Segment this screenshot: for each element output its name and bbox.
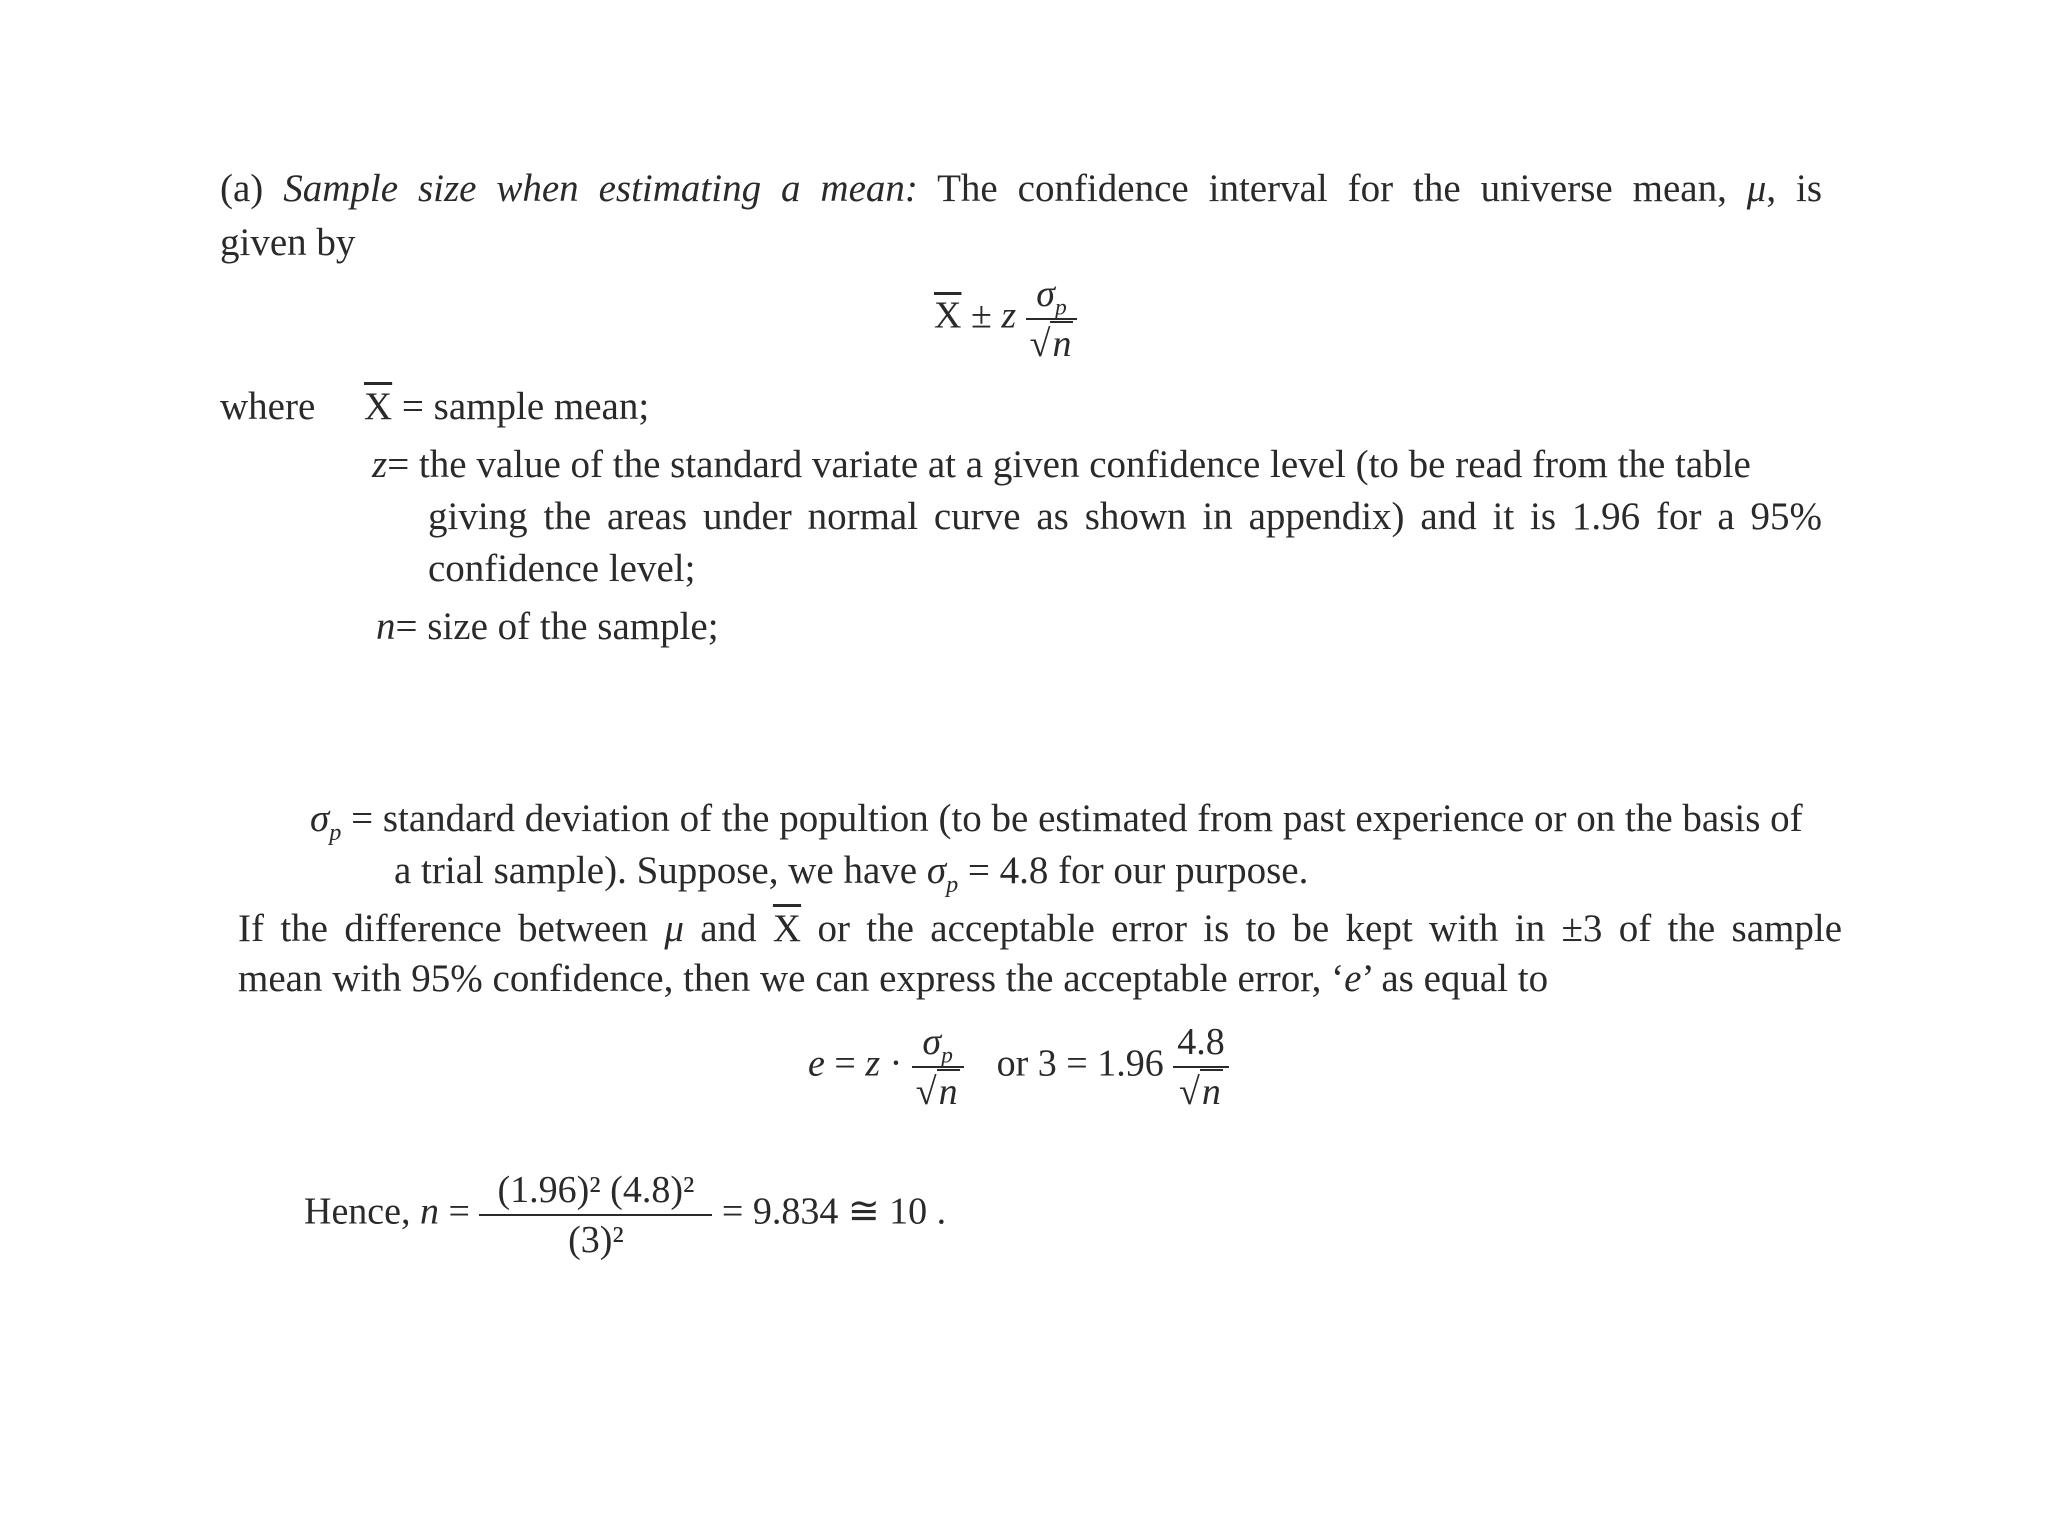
purpose-text: for our purpose.: [1058, 849, 1309, 892]
sigma-over-root-n: [912, 1020, 964, 1114]
xbar-symbol: $\overline{X}$: [772, 907, 802, 950]
equation-lhs: 3 = 1.96: [1037, 1042, 1164, 1085]
trial-sample-text: a trial sample). Suppose, we have: [394, 849, 918, 892]
mu-symbol: μ: [664, 907, 684, 950]
sqrt-n: √n: [1029, 323, 1072, 365]
plus-minus-3: ±3: [1561, 907, 1603, 950]
sample-size-fraction: [479, 1168, 712, 1262]
value-over-root-n: [1173, 1020, 1229, 1114]
sigma-symbol: σ: [1036, 273, 1056, 315]
sigma-definition-line-1: [310, 796, 1803, 846]
xbar-definition: [364, 384, 649, 429]
xbar-symbol: $\overline{X}$: [934, 294, 962, 337]
n-symbol: n: [420, 1190, 440, 1233]
hence-label: Hence,: [304, 1190, 411, 1233]
acceptable-error-text: or the acceptable error is to be kept with in: [817, 907, 1546, 950]
confidence-text: mean with 95% confidence, then we can express the acceptable error, ‘: [238, 957, 1345, 1000]
and-text: and: [700, 907, 757, 950]
intro-line-1: [220, 166, 1822, 211]
sigma-subscript: p: [329, 818, 342, 846]
where-label: where: [220, 385, 316, 428]
n-definition: [376, 604, 719, 649]
sigma-symbol: σ: [922, 1021, 942, 1063]
of-sample-text: of the sample: [1618, 907, 1843, 950]
intro-text: The confidence interval for the universe mean,: [937, 167, 1727, 210]
sigma-definition-line-2: [394, 848, 1309, 898]
fraction-denominator: (3)²: [568, 1219, 624, 1261]
result-value: = 9.834 ≅ 10 .: [721, 1190, 947, 1233]
sqrt-n: √n: [1179, 1071, 1221, 1113]
difference-text: If the difference between: [238, 907, 648, 950]
sigma-def-text: = standard deviation of the popultion (to be estimated from past experience or on the basis of: [351, 797, 1803, 840]
n-symbol: n: [376, 605, 396, 648]
z-definition-line-3: confidence level;: [428, 547, 696, 590]
hence-result: [304, 1168, 946, 1262]
difference-line-2: [238, 956, 1548, 1001]
e-symbol: e: [1344, 957, 1362, 1000]
sigma-symbol: σ: [926, 849, 947, 892]
sigma-over-root-n: [1026, 272, 1078, 366]
xbar-def-text: = sample mean;: [401, 385, 650, 428]
sigma-subscript: p: [946, 870, 959, 898]
part-label: (a): [220, 167, 264, 210]
or-text: or: [996, 1042, 1029, 1085]
n-def-text: = size of the sample;: [395, 605, 719, 648]
numerator-value: 4.8: [1177, 1021, 1225, 1063]
z-definition-line-2: giving the areas under normal curve as shown in appendix) and it is 1.96 for a 95%: [428, 495, 1822, 538]
z-definition-line-1: [372, 442, 1751, 487]
sigma-symbol: σ: [310, 797, 330, 840]
equals: =: [834, 1042, 856, 1085]
confidence-interval-formula: [934, 272, 1077, 366]
z-symbol: z: [865, 1042, 881, 1085]
plus-minus: ±: [970, 294, 992, 337]
sqrt-n: √n: [915, 1071, 958, 1113]
z-def-text: = the value of the standard variate at a given confidence level (to be read from the table: [387, 443, 1751, 486]
section-heading: Sample size when estimating a mean:: [283, 167, 918, 210]
mu-symbol: μ: [1746, 167, 1767, 210]
acceptable-error-formula: [808, 1020, 1229, 1114]
intro-end: , is: [1766, 167, 1823, 210]
difference-line-1: [238, 906, 1842, 951]
dot: ·: [889, 1042, 903, 1085]
fraction-numerator: (1.96)² (4.8)²: [497, 1169, 695, 1211]
sigma-subscript: p: [941, 1042, 953, 1069]
intro-line-2: given by: [220, 221, 356, 264]
z-symbol: z: [372, 443, 388, 486]
z-symbol: z: [1001, 294, 1017, 337]
sigma-value: = 4.8: [967, 849, 1049, 892]
equal-to-text: ’ as equal to: [1361, 957, 1549, 1000]
xbar-symbol: $\overline{X}$: [364, 385, 393, 428]
equals: =: [448, 1190, 470, 1233]
e-symbol: e: [808, 1042, 825, 1085]
sigma-subscript: p: [1055, 294, 1067, 321]
